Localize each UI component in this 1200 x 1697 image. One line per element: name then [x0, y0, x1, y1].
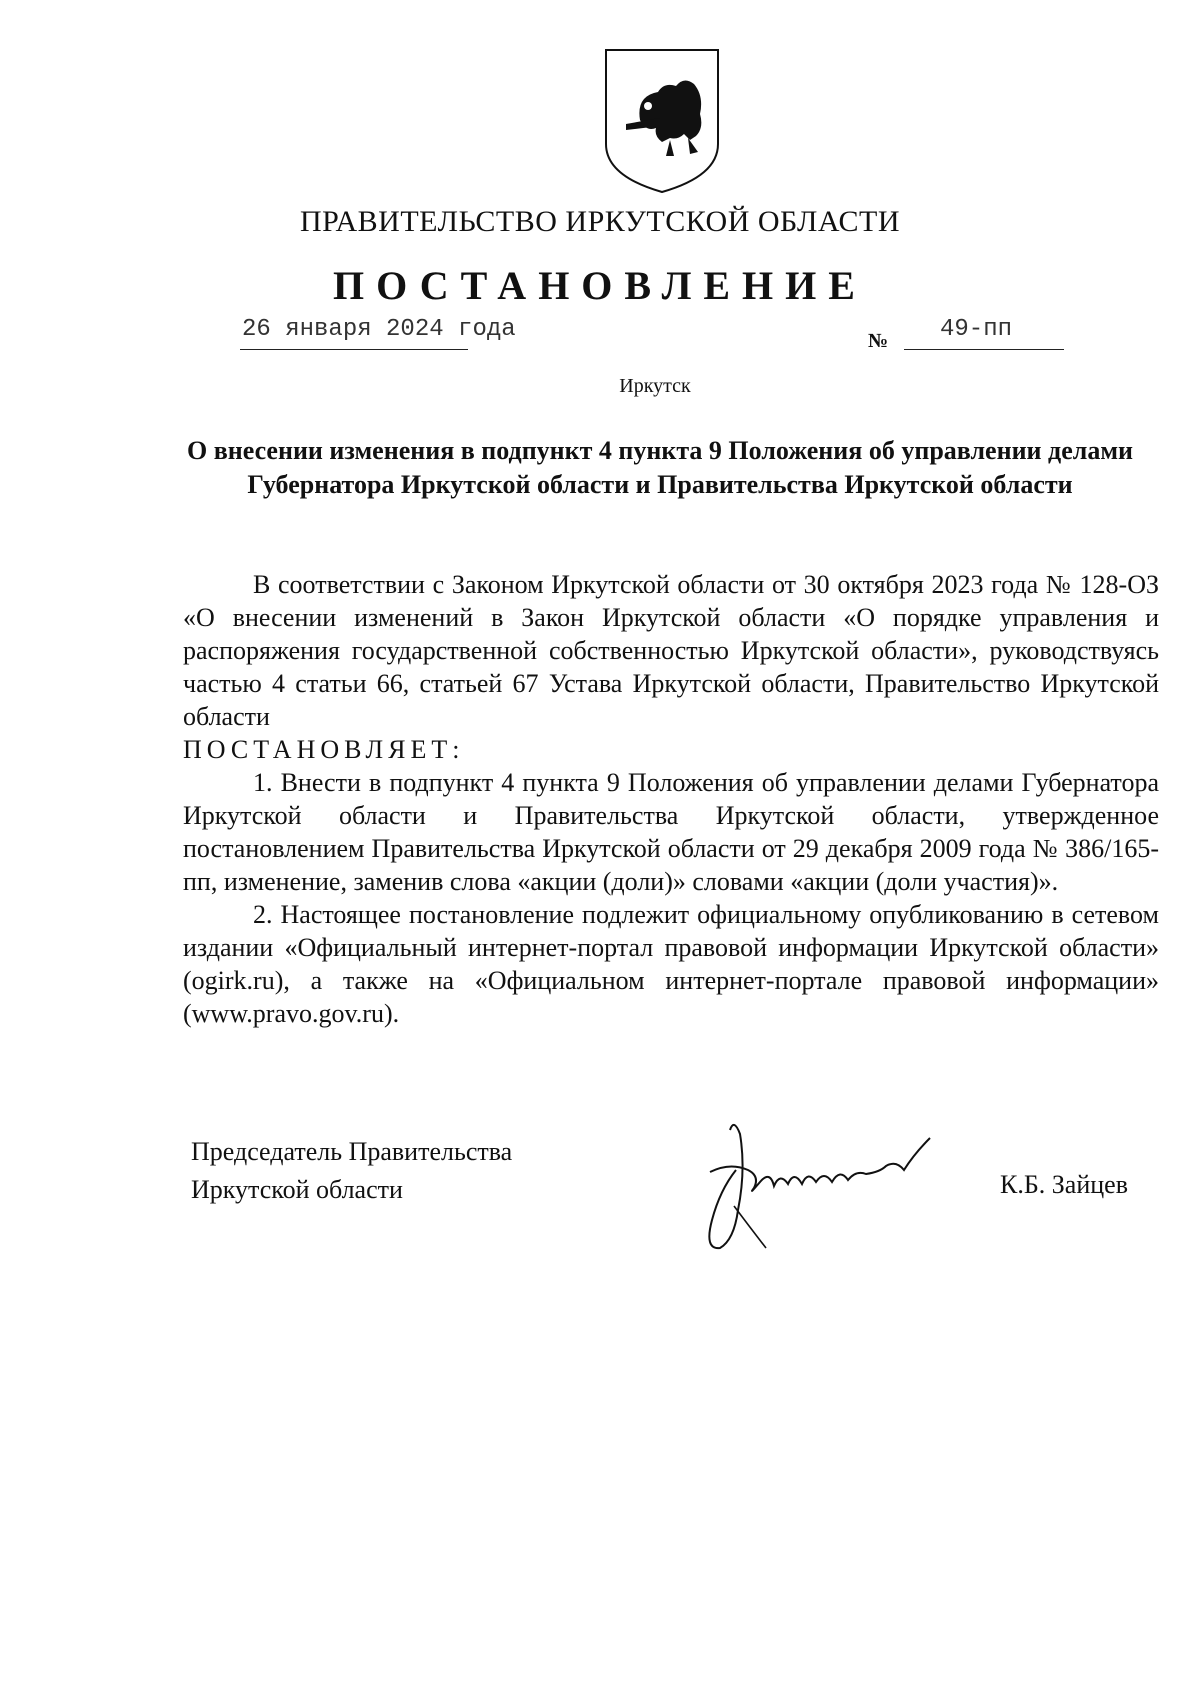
document-date	[240, 316, 516, 350]
item-1-paragraph: 1. Внести в подпункт 4 пункта 9 Положения об управлении делами Губернатора Иркутской области и Правительства Иркутской области, утвержденное постановлением Правительства Иркутской области от 29 декабря 2009 года № 386/165-пп, изменение, заменив слова «акции (доли)» словами «акции (доли участия)».	[183, 768, 1159, 896]
document-date-text: 26 января 2024 года	[242, 316, 516, 343]
preamble-paragraph: В соответствии с Законом Иркутской области от 30 октября 2023 года № 128-ОЗ «О внесении изменений в Закон Иркутской области «О порядке управления и распоряжения государственной собственностью Иркутской области», руководствуясь частью 4 статьи 66, статьей 67 Устава Иркутской области, Правительство Иркутской области	[183, 570, 1159, 731]
document-body	[183, 568, 1159, 1030]
signatory-name: К.Б. Зайцев	[1000, 1170, 1128, 1199]
signatory-position-line1: Председатель Правительства	[191, 1137, 513, 1166]
document-title: О внесении изменения в подпункт 4 пункта 9 Положения об управлении делами Губернатора Иркутской области и Правительства Иркутской области	[186, 436, 1134, 499]
irkutsk-coat-of-arms-icon	[600, 44, 724, 196]
document-type: ПОСТАНОВЛЕНИЕ	[333, 263, 867, 308]
resolve-word: ПОСТАНОВЛЯЕТ:	[183, 735, 465, 764]
document-number-text: 49-пп	[940, 316, 1013, 343]
item-2-paragraph: 2. Настоящее постановление подлежит официальному опубликованию в сетевом издании «Официальный интернет-портал правовой информации Иркутской области» (ogirk.ru), а также на «Официальном интернет-портале правовой информации» (www.pravo.gov.ru).	[183, 900, 1159, 1028]
document-number	[904, 316, 1064, 350]
government-name: ПРАВИТЕЛЬСТВО ИРКУТСКОЙ ОБЛАСТИ	[299, 205, 901, 238]
number-sign: №	[868, 330, 889, 352]
signatory-position	[191, 1133, 512, 1209]
handwritten-signature-icon	[690, 1110, 960, 1260]
city: Иркутск	[619, 375, 691, 397]
signatory-position-line2: Иркутской области	[191, 1175, 403, 1204]
